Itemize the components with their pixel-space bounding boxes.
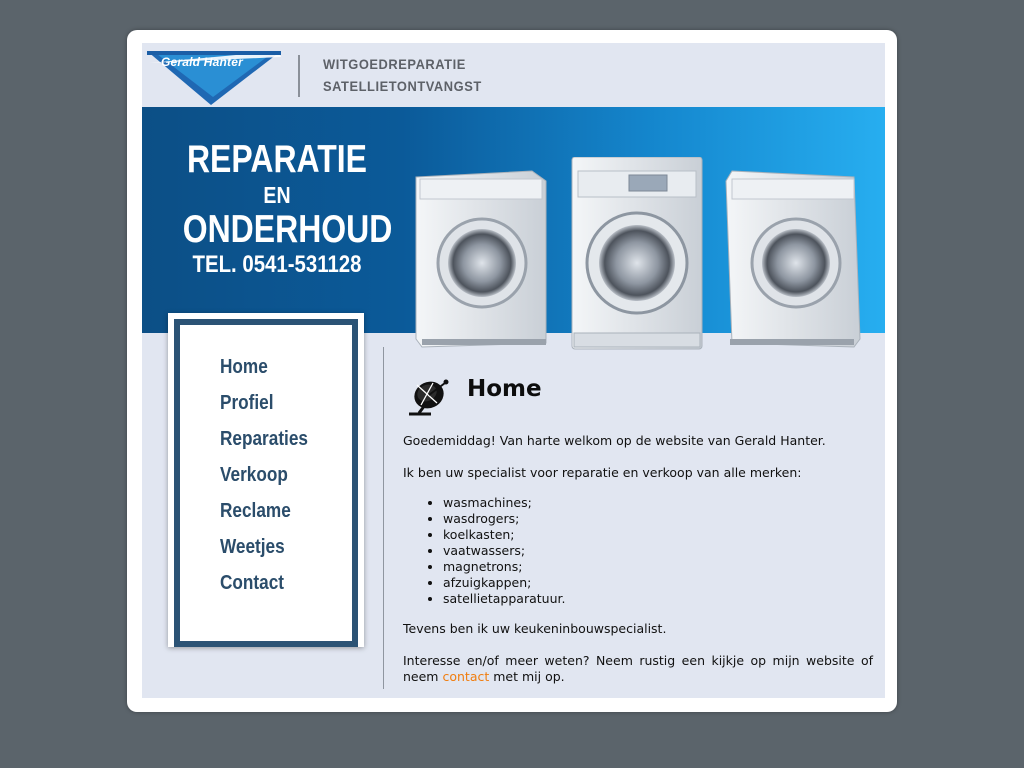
list-item: • wasdrogers;: [443, 511, 873, 527]
content-divider: [383, 347, 384, 689]
tagline-line1: WITGOEDREPARATIE: [323, 56, 466, 72]
list-item: • wasmachines;: [443, 495, 873, 511]
product-list: [403, 495, 873, 607]
specialist-text: Ik ben uw specialist voor reparatie en verkoop van alle merken:: [403, 465, 802, 480]
menu-list: [220, 349, 322, 601]
menu-item-verkoop[interactable]: Verkoop: [220, 464, 288, 486]
menu-item-contact[interactable]: Contact: [220, 572, 285, 594]
interest-text-start: Interesse en/of meer weten? Neem rustig een kijkje op mijn website of neem: [403, 653, 873, 684]
tagline-line2: SATELLIETONTVANGST: [323, 78, 482, 94]
banner-text: [162, 139, 392, 279]
banner-line3: ONDERHOUD: [182, 208, 393, 251]
menu-item-home[interactable]: Home: [220, 356, 268, 378]
gerald-hanter-logo[interactable]: [147, 49, 281, 105]
list-item: • magnetrons;: [443, 559, 873, 575]
list-item: • afzuigkappen;: [443, 575, 873, 591]
logo-text: Gerald Hanter: [161, 55, 243, 69]
banner-phone: TEL. 0541-531128: [192, 251, 362, 278]
main-content: [403, 373, 873, 685]
menu-item-weetjes[interactable]: Weetjes: [220, 536, 285, 558]
banner-line1: REPARATIE: [186, 138, 368, 181]
interest-text: [403, 653, 873, 685]
navigation-menu-frame: [174, 319, 358, 647]
menu-item-profiel[interactable]: Profiel: [220, 392, 274, 414]
contact-link[interactable]: contact: [442, 669, 490, 684]
hero-banner: [142, 107, 885, 333]
menu-item-reparaties[interactable]: Reparaties: [220, 428, 308, 450]
page-container: [142, 43, 885, 698]
washing-machines-image: [414, 157, 874, 357]
list-item: • satellietapparatuur.: [443, 591, 873, 607]
page-title: Home: [467, 376, 542, 402]
menu-item-reclame[interactable]: Reclame: [220, 500, 291, 522]
kitchen-specialist-text: Tevens ben ik uw keukeninbouwspecialist.: [403, 621, 667, 636]
tagline: [323, 53, 482, 97]
washing-machine-middle: [572, 157, 702, 349]
list-item: • koelkasten;: [443, 527, 873, 543]
header-divider: [298, 55, 300, 97]
washing-machine-right: [726, 171, 860, 347]
satellite-dish-icon: [403, 377, 455, 417]
welcome-text: Goedemiddag! Van harte welkom op de website van Gerald Hanter.: [403, 433, 826, 448]
navigation-menu: [168, 313, 364, 647]
interest-text-end: met mij op.: [493, 669, 565, 684]
washing-machine-left: [416, 171, 546, 347]
banner-line2: EN: [263, 182, 291, 208]
list-item: • vaatwassers;: [443, 543, 873, 559]
page-frame: [127, 30, 897, 712]
content-header: [403, 373, 873, 421]
